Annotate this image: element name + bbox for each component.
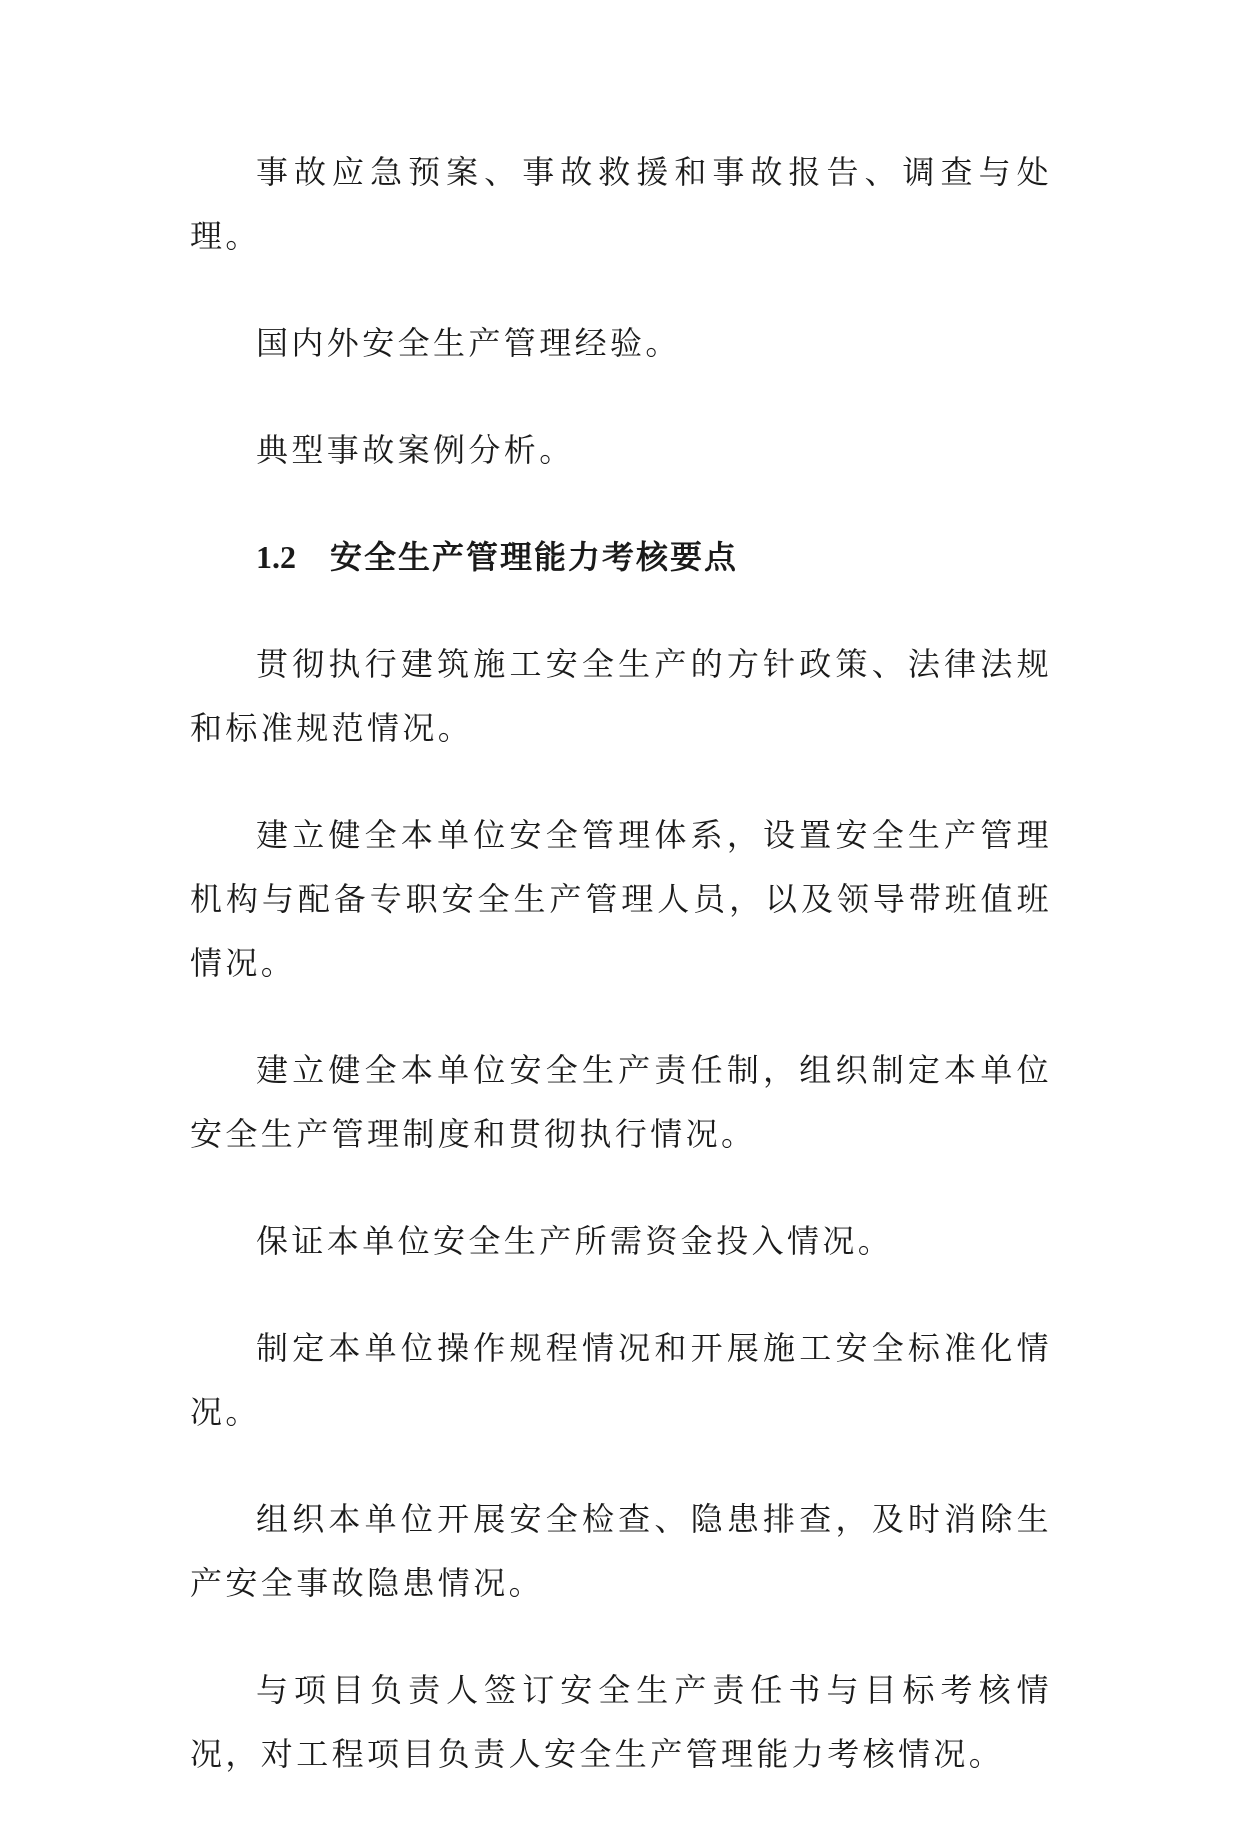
paragraph-operating-procedures: 制定本单位操作规程情况和开展施工安全标准化情况。 (190, 1329, 1052, 1431)
section-number: 1.2 (256, 539, 296, 575)
paragraph-funding: 保证本单位安全生产所需资金投入情况。 (256, 1222, 894, 1260)
paragraph-responsibility-system: 建立健全本单位安全生产责任制，组织制定本单位安全生产管理制度和贯彻执行情况。 (190, 1051, 1052, 1153)
paragraph-management-experience: 国内外安全生产管理经验。 (256, 324, 681, 362)
section-title: 安全生产管理能力考核要点 (330, 538, 739, 576)
paragraph-safety-inspection: 组织本单位开展安全检查、隐患排查，及时消除生产安全事故隐患情况。 (190, 1500, 1052, 1602)
paragraph-case-analysis: 典型事故案例分析。 (256, 431, 575, 469)
section-heading (190, 525, 1052, 589)
paragraph-management-system: 建立健全本单位安全管理体系，设置安全生产管理机构与配备专职安全生产管理人员，以及领导带班值班情况。 (190, 816, 1052, 982)
document-body (190, 140, 1052, 1829)
paragraph-policy-implementation: 贯彻执行建筑施工安全生产的方针政策、法律法规和标准规范情况。 (190, 645, 1052, 747)
paragraph-emergency-plan: 事故应急预案、事故救援和事故报告、调查与处理。 (190, 153, 1052, 255)
paragraph-responsibility-agreement: 与项目负责人签订安全生产责任书与目标考核情况，对工程项目负责人安全生产管理能力考核情况。 (190, 1671, 1052, 1773)
